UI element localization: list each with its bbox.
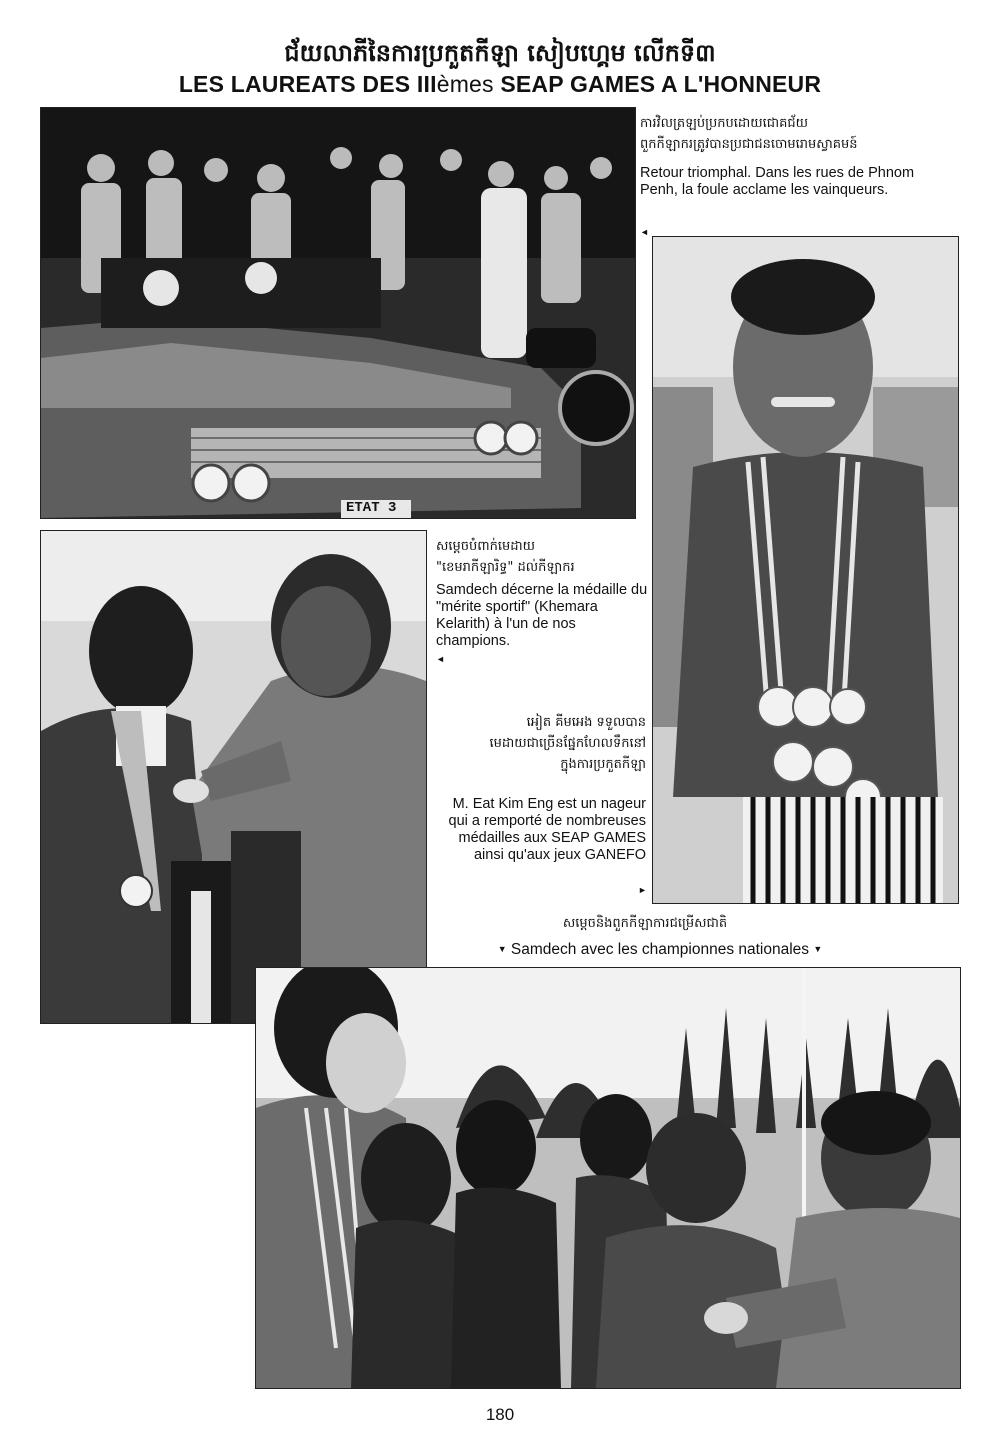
caption-champions-arrow-left-icon: ▼ bbox=[497, 944, 507, 955]
medal-ceremony-image bbox=[41, 531, 426, 1023]
caption-swimmer-km-line1: អៀត គីមអេង ទទួលបាន bbox=[526, 715, 646, 730]
caption-parade-arrow-icon: ◄ bbox=[640, 227, 649, 237]
page-title-french bbox=[0, 70, 1000, 98]
caption-swimmer-khmer bbox=[430, 712, 646, 775]
caption-champions-french: Samdech avec les championnes nationales bbox=[510, 941, 810, 958]
page-title-khmer: ជ័យលាភីនៃការប្រកួតកីឡា សៀបហ្គេម លើកទី៣ bbox=[284, 39, 716, 67]
caption-medal-khmer bbox=[436, 536, 646, 578]
caption-swimmer-arrow-icon: ► bbox=[638, 885, 647, 895]
parade-car-image bbox=[41, 108, 635, 518]
caption-medal-km-line2: "ខេមរាកីឡារិទ្ធ" ដល់កីឡាករ bbox=[436, 560, 575, 575]
caption-parade-khmer bbox=[640, 113, 960, 155]
page-number: 180 bbox=[485, 1405, 515, 1424]
caption-medal-arrow-icon: ◄ bbox=[436, 654, 445, 664]
title-fr-part1: LES LAUREATS DES III bbox=[178, 71, 437, 97]
caption-swimmer-french: M. Eat Kim Eng est un nageur qui a remporté de nombreuses médailles aux SEAP GAMES ainsi qu'aux jeux GANEFO bbox=[448, 796, 646, 863]
caption-champions-arrow-right-icon: ▼ bbox=[813, 944, 823, 955]
photo-swimmer-medals bbox=[652, 236, 959, 904]
title-fr-part2: èmes bbox=[436, 71, 494, 97]
samdech-champions-image bbox=[256, 968, 960, 1388]
photo-samdech-champions bbox=[255, 967, 961, 1389]
photo-parade-car bbox=[40, 107, 636, 519]
caption-champions-khmer: សម្តេចនិងពួកកីឡាការជម្រើសជាតិ bbox=[562, 916, 728, 931]
caption-medal-french: Samdech décerne la médaille du "mérite sportif" (Khemara Kelarith) à l'un de nos champions. bbox=[436, 582, 648, 649]
photo-medal-ceremony bbox=[40, 530, 427, 1024]
caption-parade-french: Retour triomphal. Dans les rues de Phnom Penh, la foule acclame les vainqueurs. bbox=[640, 165, 915, 198]
swimmer-image bbox=[653, 237, 958, 903]
caption-parade-km-line1: ការវិលត្រឡប់ប្រកបដោយជោគជ័យ bbox=[640, 116, 809, 131]
caption-swimmer-km-line3: ក្នុងការប្រកួតកីឡា bbox=[560, 757, 646, 772]
title-fr-part3: SEAP GAMES A L'HONNEUR bbox=[493, 71, 822, 97]
caption-medal-km-line1: សម្តេចបំពាក់មេដាយ bbox=[436, 539, 536, 554]
caption-champions-french-row bbox=[430, 941, 890, 958]
caption-parade-km-line2: ពួកកីឡាករត្រូវបានប្រជាជនចោមរោមស្វាគមន៍ bbox=[640, 137, 858, 152]
license-plate: ETAT 3 bbox=[346, 500, 397, 516]
caption-swimmer-km-line2: មេដាយជាច្រើនផ្នែកហែលទឹកនៅ bbox=[489, 736, 646, 751]
